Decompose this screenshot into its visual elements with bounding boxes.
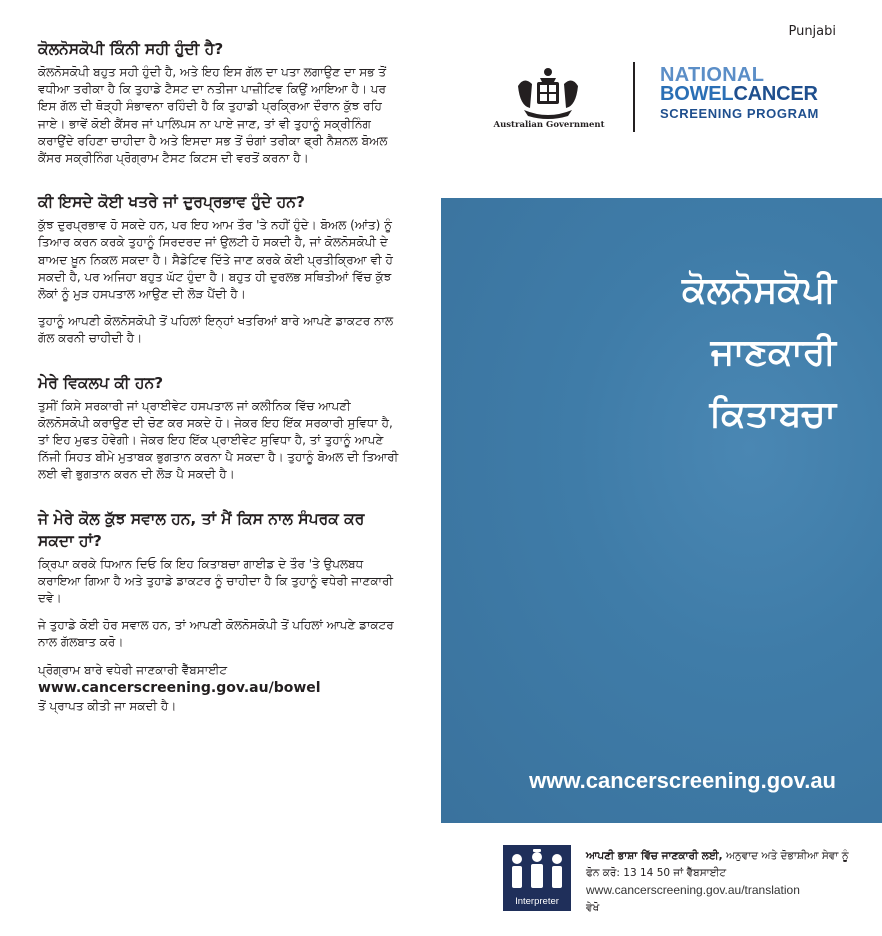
section-accuracy bbox=[38, 38, 400, 167]
program-logo-line3: SCREENING PROGRAM bbox=[660, 106, 819, 121]
section-paragraph: ਕੋਲਨੋਸਕੋਪੀ ਬਹੁਤ ਸਹੀ ਹੁੰਦੀ ਹੈ, ਅਤੇ ਇਹ ਇਸ ਗੱਲ ਦਾ ਪਤਾ ਲਗਾਉਣ ਦਾ ਸਭ ਤੋਂ ਵਧੀਆ ਤਰੀਕਾ ਹੈ ਕਿ ਤੁਹਾਡੇ ਟੈਸਟ ਦਾ ਨਤੀਜਾ ਪਾਜ਼ੀਟਿਵ ਕਿਉਂ ਆਇਆ ਹੈ। ਪਰ ਇਸ ਗੱਲ ਦੀ ਥੋੜ੍ਹੀ ਸੰਭਾਵਨਾ ਰਹਿੰਦੀ ਹੈ ਕਿ ਤੁਹਾਡੀ ਪ੍ਰਕ੍ਰਿਆ ਦੌਰਾਨ ਕੁੱਝ ਰਹਿ ਜਾਏ। ਭਾਵੇਂ ਕੋਈ ਕੈਂਸਰ ਜਾਂ ਪਾਲਿਪਸ ਨਾ ਪਾਏ ਜਾਣ, ਤਾਂ ਵੀ ਤੁਹਾਨੂੰ ਸਕ੍ਰੀਨਿੰਗ ਕਰਾਉਂਦੇ ਰਹਿਣਾ ਚਾਹੀਦਾ ਹੈ ਅਤੇ ਇਸਦਾ ਸਭ ਤੋਂ ਚੰਗਾਂ ਤਰੀਕਾ ਫ੍ਰੀ ਨੈਸ਼ਨਲ ਬੋਅਲ ਕੈਂਸਰ ਸਕ੍ਰੀਨਿੰਗ ਪ੍ਰੋਗ੍ਰਾਮ ਟੈਸਟ ਕਿਟਸ ਦੀ ਵਰਤੋਂ ਕਰਨਾ ਹੈ। bbox=[38, 65, 388, 166]
more-info-block bbox=[38, 662, 400, 715]
program-logo-cancer: CANCER bbox=[733, 83, 818, 105]
logo-divider bbox=[633, 62, 635, 132]
translation-link[interactable]: www.cancerscreening.gov.au/translation bbox=[586, 883, 800, 897]
cover-title bbox=[682, 260, 836, 446]
section-heading: ਕੋਲਨੋਸਕੋਪੀ ਕਿੰਨੀ ਸਹੀ ਹੁੰਦੀ ਹੈ? bbox=[38, 40, 224, 58]
cover-title-line3: ਕਿਤਾਬਚਾ bbox=[709, 394, 836, 435]
interpreter-logo bbox=[503, 845, 571, 911]
section-risks bbox=[38, 191, 400, 347]
section-heading: ਮੇਰੇ ਵਿਕਲਪ ਕੀ ਹਨ? bbox=[38, 373, 164, 392]
section-paragraph: ਤੁਹਾਨੂੰ ਆਪਣੀ ਕੋਲਨੋਸਕੋਪੀ ਤੋਂ ਪਹਿਲਾਂ ਇਨ੍ਹਾਂ ਖਤਰਿਆਂ ਬਾਰੇ ਆਪਣੇ ਡਾਕਟਰ ਨਾਲ ਗੱਲ ਕਰਨੀ ਚਾਹੀਦੀ ਹੈ। bbox=[38, 314, 394, 346]
cover-panel bbox=[441, 198, 882, 823]
logo-bar bbox=[488, 62, 838, 136]
section-options bbox=[38, 372, 400, 484]
program-website-link[interactable]: www.cancerscreening.gov.au/bowel bbox=[38, 679, 321, 696]
section-paragraph: ਜੇ ਤੁਹਾਡੇ ਕੋਈ ਹੋਰ ਸਵਾਲ ਹਨ, ਤਾਂ ਆਪਣੀ ਕੋਲਨੋਸਕੋਪੀ ਤੋਂ ਪਹਿਲਾਂ ਆਪਣੇ ਡਾਕਟਰ ਨਾਲ ਗੱਲਬਾਤ ਕਰੋ। bbox=[38, 618, 394, 650]
section-paragraph: ਕੁੱਝ ਦੁਰਪ੍ਰਭਾਵ ਹੋ ਸਕਦੇ ਹਨ, ਪਰ ਇਹ ਆਮ ਤੌਰ 'ਤੇ ਨਹੀਂ ਹੁੰਦੇ। ਬੋਅਲ (ਆਂਤ) ਨੂੰ ਤਿਆਰ ਕਰਨ ਕਰਕੇ ਤੁਹਾਨੂੰ ਸਿਰਦਰਦ ਜਾਂ ਉਲਟੀ ਹੋ ਸਕਦੀ ਹੈ, ਜਾਂ ਕੋਲਨੋਸਕੋਪੀ ਦੇ ਬਾਅਦ ਖ਼ੂਨ ਨਿਕਲ ਸਕਦਾ ਹੈ। ਸੈਡੇਟਿਵ ਦਿੱਤੇ ਜਾਣ ਕਰਕੇ ਕੋਈ ਪ੍ਰਤੀਕ੍ਰਿਆ ਵੀ ਹੋ ਸਕਦੀ ਹੈ, ਪਰ ਅਜਿਹਾ ਬਹੁਤ ਘੱਟ ਹੁੰਦਾ ਹੈ। ਬਹੁਤ ਹੀ ਦੁਰਲਭ ਸਥਿਤੀਆਂ ਵਿੱਚ ਕੁੱਝ ਲੋਕਾਂ ਨੂੰ ਮੁੜ ਹਸਪਤਾਲ ਆਉਣ ਦੀ ਲੋੜ ਪੈਂਦੀ ਹੈ। bbox=[38, 218, 393, 302]
program-logo-line2 bbox=[660, 85, 840, 104]
section-heading: ਕੀ ਇਸਦੇ ਕੋਈ ਖਤਰੇ ਜਾਂ ਦੁਰਪ੍ਰਭਾਵ ਹੁੰਦੇ ਹਨ? bbox=[38, 193, 305, 212]
translation-bold-text: ਆਪਣੀ ਭਾਸ਼ਾ ਵਿੱਚ ਜਾਣਕਾਰੀ ਲਈ, bbox=[586, 850, 723, 862]
interpreter-people-icon bbox=[503, 845, 571, 895]
government-name: Australian Government bbox=[493, 120, 605, 130]
program-logo-bowel: BOWEL bbox=[660, 83, 734, 105]
section-contact bbox=[38, 508, 400, 715]
more-info-line1: ਪ੍ਰੋਗ੍ਰਾਮ ਬਾਰੇ ਵਧੇਰੀ ਜਾਣਕਾਰੀ ਵੈੱਬਸਾਈਟ bbox=[38, 662, 228, 677]
program-logo bbox=[660, 66, 840, 124]
section-paragraph: ਕ੍ਰਿਪਾ ਕਰਕੇ ਧਿਆਨ ਦਿਓ ਕਿ ਇਹ ਕਿਤਾਬਚਾ ਗਾਈਡ ਦੇ ਤੌਰ 'ਤੇ ਉਪਲਬਧ ਕਰਾਇਆ ਗਿਆ ਹੈ ਅਤੇ ਤੁਹਾਡੇ ਡਾਕਟਰ ਨੂੰ ਚਾਹੀਦਾ ਹੈ ਕਿ ਤੁਹਾਨੂੰ ਵਧੇਰੀ ਜਾਣਕਾਰੀ ਦਵੇ। bbox=[38, 556, 394, 606]
interpreter-label: Interpreter bbox=[515, 896, 559, 907]
section-paragraph: ਤੁਸੀਂ ਕਿਸੇ ਸਰਕਾਰੀ ਜਾਂ ਪ੍ਰਾਈਵੇਟ ਹਸਪਤਾਲ ਜਾਂ ਕਲੀਨਿਕ ਵਿੱਚ ਆਪਣੀ ਕੋਲਨੋਸਕੋਪੀ ਕਰਾਉਣ ਦੀ ਚੋਣ ਕਰ ਸਕਦੇ ਹੋ। ਜੇਕਰ ਇਹ ਇੱਕ ਸਰਕਾਰੀ ਸੁਵਿਧਾ ਹੈ, ਤਾਂ ਇਹ ਮੁਫਤ ਹੋਵੇਗੀ। ਜੇਕਰ ਇਹ ਇੱਕ ਪ੍ਰਾਈਵੇਟ ਸੁਵਿਧਾ ਹੈ, ਤਾਂ ਤੁਹਾਨੂੰ ਆਪਣੇ ਨਿੱਜੀ ਸਿਹਤ ਬੀਮੇ ਮੁਤਾਬਕ ਭੁਗਤਾਨ ਕਰਨਾ ਪੈ ਸਕਦਾ ਹੈ। ਤੁਹਾਨੂੰ ਬੋਅਲ ਦੀ ਤਿਆਰੀ ਲਈ ਵੀ ਭੁਗਤਾਨ ਕਰਨ ਦੀ ਲੋੜ ਪੈ ਸਕਦੀ ਹੈ। bbox=[38, 398, 399, 482]
info-column bbox=[38, 38, 400, 725]
section-heading: ਜੇ ਮੇਰੇ ਕੋਲ ਕੁੱਝ ਸਵਾਲ ਹਨ, ਤਾਂ ਮੈਂ ਕਿਸ ਨਾਲ ਸੰਪਰਕ ਕਰ ਸਕਦਾ ਹਾਂ? bbox=[38, 509, 365, 550]
program-logo-line1: NATIONAL bbox=[660, 64, 765, 86]
cover-title-line1: ਕੋਲਨੋਸਕੋਪੀ bbox=[682, 270, 836, 311]
cover-title-line2: ਜਾਣਕਾਰੀ bbox=[710, 332, 836, 373]
coat-of-arms-icon bbox=[504, 64, 592, 120]
translation-text-end: ਵੇਖੋ bbox=[586, 902, 600, 914]
language-label: Punjabi bbox=[788, 24, 836, 39]
translation-text: ਅਨੁਵਾਦ ਅਤੇ ਦੋਭਾਸ਼ੀਆ ਸੇਵਾ ਨੂੰ ਫੋਨ ਕਰੋ: 13 14 50 ਜਾਂ ਵੈੱਬਸਾਈਟ bbox=[586, 850, 849, 879]
translation-info bbox=[586, 848, 856, 917]
cover-website-link[interactable]: www.cancerscreening.gov.au bbox=[529, 768, 836, 793]
more-info-line2: ਤੋਂ ਪ੍ਰਾਪਤ ਕੀਤੀ ਜਾ ਸਕਦੀ ਹੈ। bbox=[38, 698, 177, 713]
